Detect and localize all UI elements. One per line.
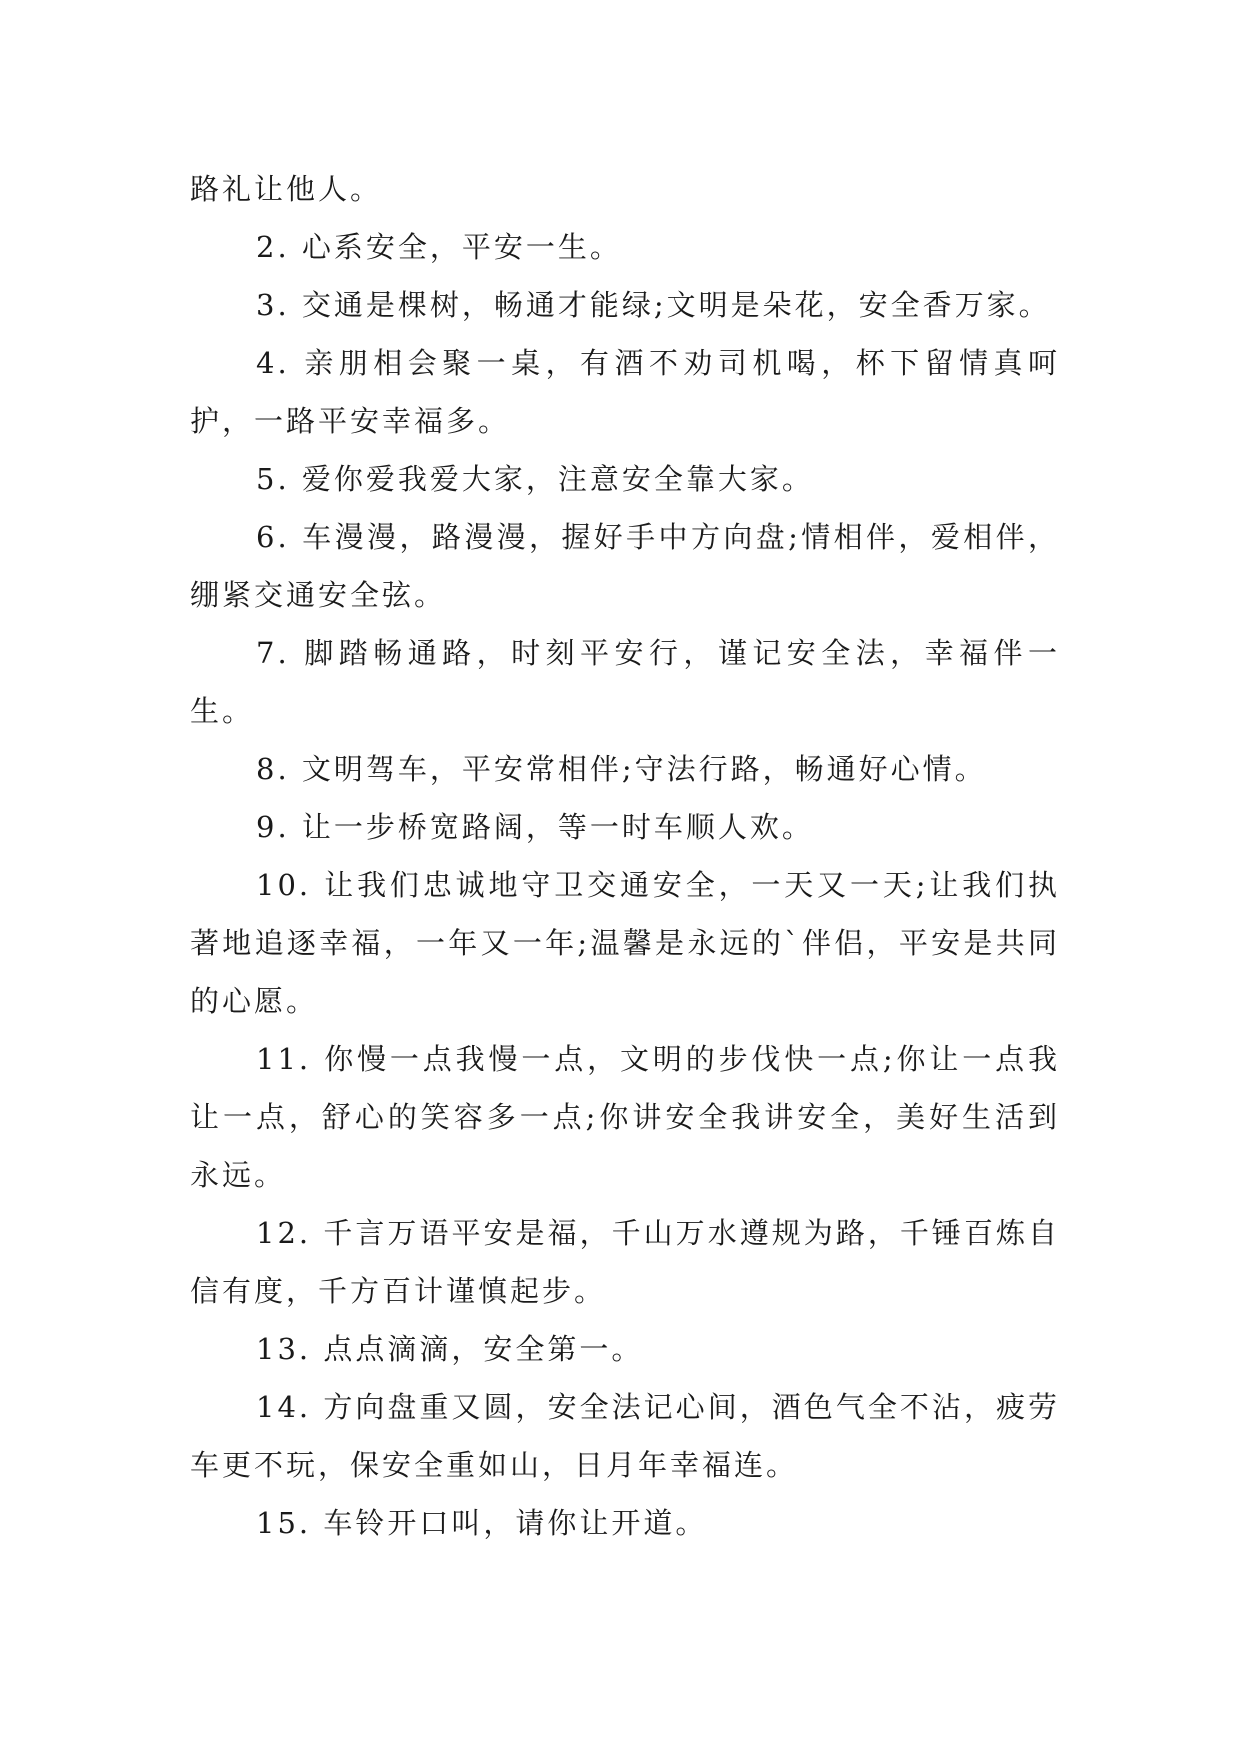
slogan-paragraph-7: 7. 脚踏畅通路，时刻平安行，谨记安全法，幸福伴一生。 bbox=[190, 636, 1060, 728]
slogan-paragraph-10: 10. 让我们忠诚地守卫交通安全，一天又一天;让我们执著地追逐幸福，一年又一年;温馨是永远的`伴侣，平安是共同的心愿。 bbox=[190, 868, 1060, 1018]
slogan-paragraph-13: 13. 点点滴滴，安全第一。 bbox=[256, 1332, 644, 1366]
slogan-paragraph-15: 15. 车铃开口叫，请你让开道。 bbox=[256, 1506, 708, 1540]
slogan-paragraph-4: 4. 亲朋相会聚一桌，有酒不劝司机喝，杯下留情真呵护，一路平安幸福多。 bbox=[190, 346, 1060, 438]
slogan-paragraph-6: 6. 车漫漫，路漫漫，握好手中方向盘;情相伴，爱相伴，绷紧交通安全弦。 bbox=[190, 520, 1060, 612]
document-body bbox=[190, 160, 1060, 1552]
slogan-paragraph-8: 8. 文明驾车，平安常相伴;守法行路，畅通好心情。 bbox=[256, 752, 987, 786]
slogan-paragraph-14: 14. 方向盘重又圆，安全法记心间，酒色气全不沾，疲劳车更不玩，保安全重如山，日月年幸福连。 bbox=[190, 1390, 1060, 1482]
slogan-paragraph-2: 2. 心系安全，平安一生。 bbox=[256, 230, 622, 264]
slogan-paragraph-11: 11. 你慢一点我慢一点，文明的步伐快一点;你让一点我让一点，舒心的笑容多一点;你讲安全我讲安全，美好生活到永远。 bbox=[190, 1042, 1060, 1192]
slogan-paragraph-9: 9. 让一步桥宽路阔，等一时车顺人欢。 bbox=[256, 810, 814, 844]
slogan-paragraph-3: 3. 交通是棵树，畅通才能绿;文明是朵花，安全香万家。 bbox=[256, 288, 1051, 322]
slogan-paragraph-12: 12. 千言万语平安是福，千山万水遵规为路，千锤百炼自信有度，千方百计谨慎起步。 bbox=[190, 1216, 1060, 1308]
paragraph-continuation: 路礼让他人。 bbox=[190, 172, 383, 206]
slogan-paragraph-5: 5. 爱你爱我爱大家，注意安全靠大家。 bbox=[256, 462, 814, 496]
